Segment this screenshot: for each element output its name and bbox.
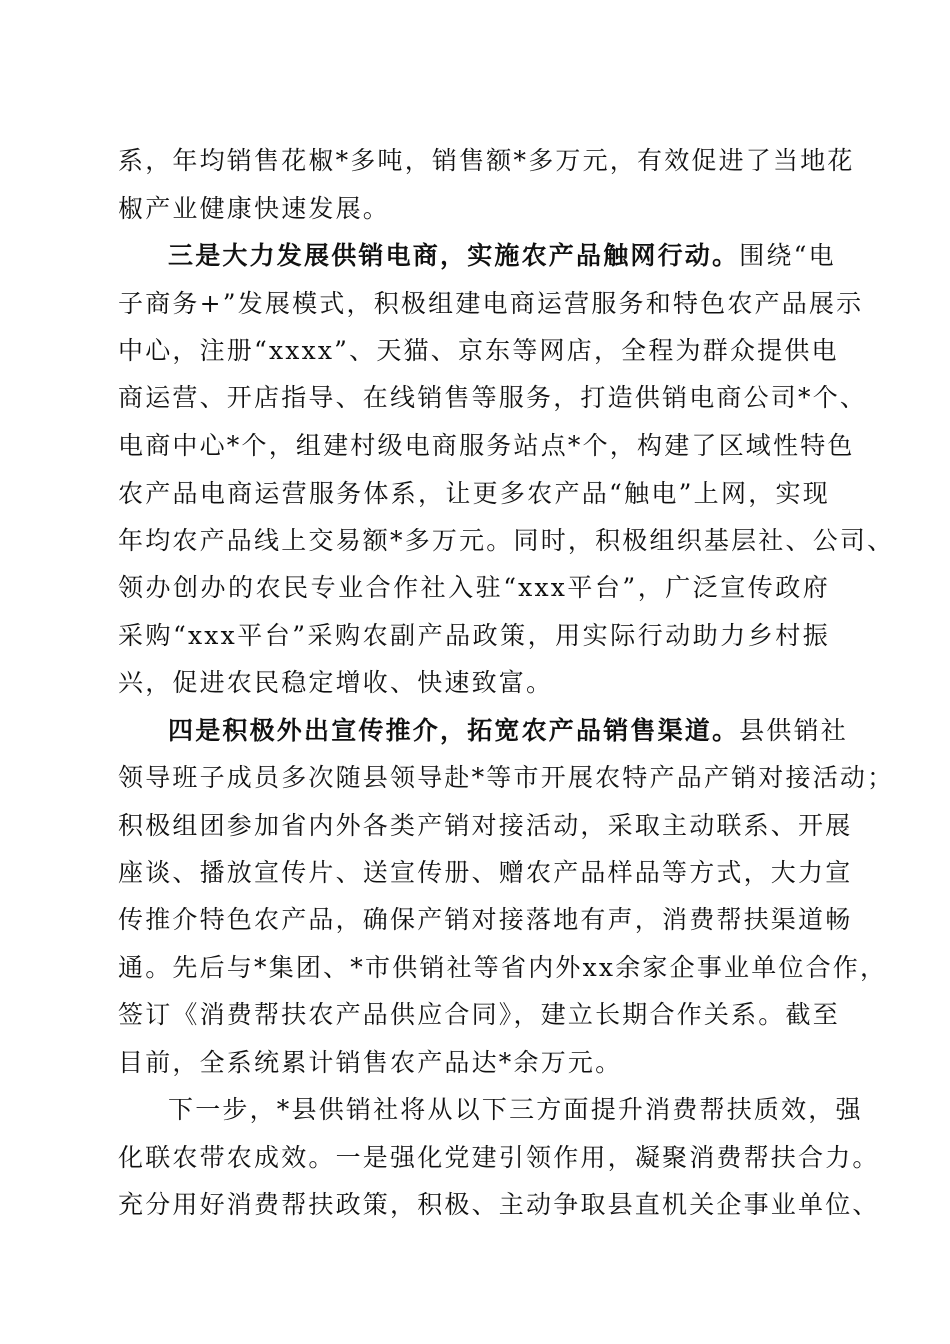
text-span: 围绕“电: [739, 241, 836, 270]
text-line: 系，年均销售花椒*多吨，销售额*多万元，有效促进了当地花: [118, 146, 855, 175]
text-line: 子商务+”发展模式，积极组建电商运营服务和特色农产品展示: [118, 289, 864, 318]
text-line: 传推介特色农产品，确保产销对接落地有声，消费帮扶渠道畅: [118, 905, 853, 934]
text-line: 商运营、开店指导、在线销售等服务，打造供销电商公司*个、: [118, 383, 868, 412]
text-span: 县供销社: [739, 716, 849, 745]
text-line: 采购“xxx平台”采购农副产品政策，用实际行动助力乡村振: [118, 621, 830, 650]
text-line: 领导班子成员多次随县领导赴*等市开展农特产品产销对接活动；: [118, 763, 895, 792]
text-line: 年均农产品线上交易额*多万元。同时，积极组织基层社、公司、: [118, 526, 895, 555]
text-line: 充分用好消费帮扶政策，积极、主动争取县直机关企事业单位、: [118, 1190, 880, 1219]
text-line: 下一步，*县供销社将从以下三方面提升消费帮扶质效，强: [168, 1095, 863, 1124]
text-line: 签订《消费帮扶农产品供应合同》，建立长期合作关系。截至: [118, 1000, 840, 1029]
paragraph-heading: 三是大力发展供销电商，实施农产品触网行动。: [168, 241, 740, 270]
text-line: 通。先后与*集团、*市供销社等省内外xx余家企事业单位合作，: [118, 953, 888, 982]
text-line: 目前，全系统累计销售农产品达*余万元。: [118, 1048, 623, 1077]
paragraph-heading-line: [168, 716, 849, 746]
text-line: 农产品电商运营服务体系，让更多农产品“触电”上网，实现: [118, 479, 830, 508]
text-line: 电商中心*个，组建村级电商服务站点*个，构建了区域性特色: [118, 431, 855, 460]
text-line: 积极组团参加省内外各类产销对接活动，采取主动联系、开展: [118, 811, 853, 840]
paragraph-heading: 四是积极外出宣传推介，拓宽农产品销售渠道。: [168, 716, 740, 745]
text-line: 椒产业健康快速发展。: [118, 194, 391, 223]
text-line: 中心，注册“xxxx”、天猫、京东等网店，全程为群众提供电: [118, 336, 839, 365]
paragraph-heading-line: [168, 241, 836, 271]
text-line: 兴，促进农民稳定增收、快速致富。: [118, 668, 554, 697]
text-line: 领办创办的农民专业合作社入驻“xxx平台”，广泛宣传政府: [118, 573, 830, 602]
text-line: 座谈、播放宣传片、送宣传册、赠农产品样品等方式，大力宣: [118, 858, 853, 887]
text-line: 化联农带农成效。一是强化党建引领作用，凝聚消费帮扶合力。: [118, 1143, 880, 1172]
